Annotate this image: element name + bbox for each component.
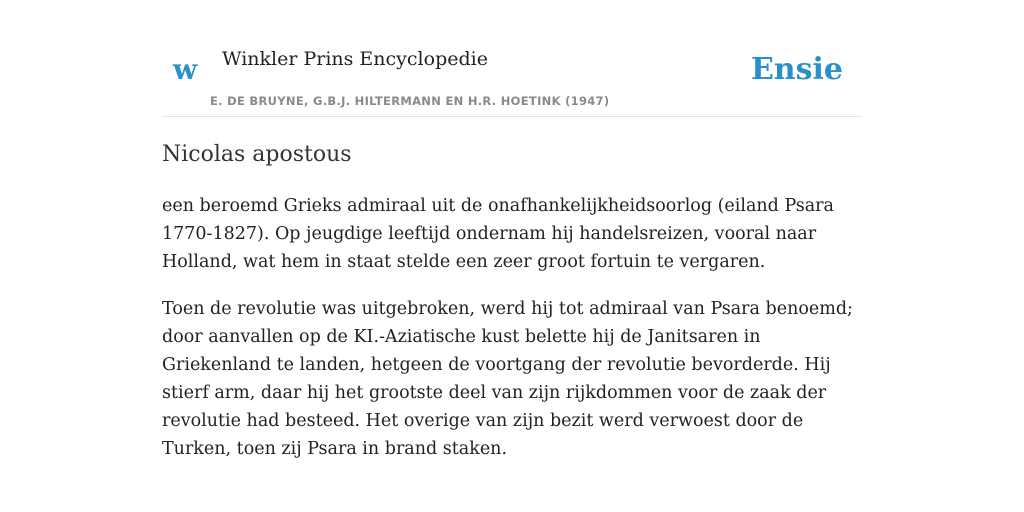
site-header (162, 0, 862, 117)
article-paragraph: een beroemd Grieks admiraal uit de onafhankelijkheidsoorlog (eiland Psara 1770-1827). Op jeugdige leeftijd ondernam hij handelsreizen, vooral naar Holland, wat hem in staat stelde een zeer groot fortuin te vergaren. (162, 196, 834, 272)
article-title: Nicolas apostous (162, 142, 352, 167)
article-paragraph: Toen de revolutie was uitgebroken, werd hij tot admiraal van Psara benoemd; door aanvallen op de KI.-Aziatische kust belette hij de Janitsaren in Griekenland te landen, hetgeen de voortgang der revolutie bevorderde. Hij stierf arm, daar hij het grootste deel van zijn rijkdommen voor de zaak der revolutie had besteed. Het overige van zijn bezit werd verwoest door de Turken, toen zij Psara in brand staken. (162, 299, 853, 459)
winkler-prins-logo[interactable]: w (173, 53, 198, 86)
ensie-brand-logo[interactable]: Ensie (750, 52, 843, 87)
site-title[interactable]: Winkler Prins Encyclopedie (222, 48, 488, 70)
source-credits: E. DE BRUYNE, G.B.J. HILTERMANN EN H.R. HOETINK (1947) (210, 94, 610, 108)
